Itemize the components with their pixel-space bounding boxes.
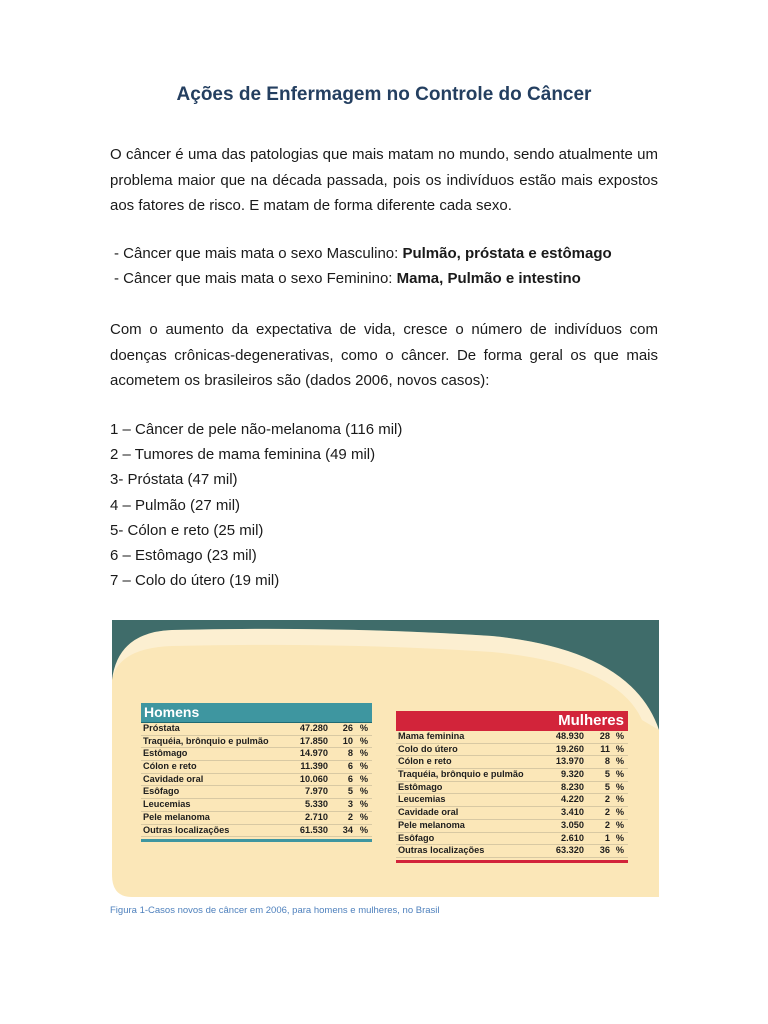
cases-cell: 3.410 [561,807,584,818]
percent-cell: 3 [347,799,353,810]
context-paragraph: Com o aumento da expectativa de vida, cresce o número de indivíduos com doenças crônicas-degenerativas, como o câncer. De forma geral os que mais acometem os brasileiros são (dados 2006, novos casos): [110,321,658,389]
bullet-female-bold: Mama, Pulmão e intestino [396,270,581,287]
site-cell: Colo do útero [398,743,458,754]
unit-cell: % [359,811,368,822]
percent-cell: 8 [347,748,353,759]
men-table-rows [141,723,372,837]
percent-cell: 5 [604,781,610,792]
site-cell: Cavidade oral [143,773,204,784]
table-row [396,845,628,858]
unit-cell: % [615,807,624,818]
unit-cell: % [359,773,368,784]
table-row [396,807,628,820]
site-cell: Esôfago [398,832,435,843]
site-cell: Pele melanoma [398,819,465,830]
cases-cell: 2.610 [561,832,584,843]
unit-cell: % [615,845,624,856]
cancer-cases-figure [112,620,659,897]
women-table [396,711,628,863]
site-cell: Outras localizações [398,845,485,856]
unit-cell: % [359,748,368,759]
ranking-item: 3- Próstata (47 mil) [110,471,238,489]
table-row [396,731,628,744]
ranking-item: 4 – Pulmão (27 mil) [110,496,241,514]
percent-cell: 5 [604,769,610,780]
table-row [396,756,628,769]
site-cell: Leucemias [398,794,446,805]
site-cell: Cavidade oral [398,807,459,818]
site-cell: Cólon e reto [143,761,197,772]
percent-cell: 26 [342,723,353,733]
unit-cell: % [615,819,624,830]
site-cell: Leucemias [143,799,191,810]
women-table-rule [396,860,628,863]
intro-paragraph: O câncer é uma das patologias que mais matam no mundo, sendo atualmente um problema maior que na década passada, pois os indivíduos estão mais expostos aos fatores de risco. E matam de forma diferente cada sexo. [110,146,658,214]
cases-cell: 13.970 [555,756,584,767]
percent-cell: 2 [604,794,610,805]
table-row [141,799,372,812]
figure-caption: Figura 1-Casos novos de câncer em 2006, para homens e mulheres, no Brasil [110,905,440,916]
bullet-male-bold: Pulmão, próstata e estômago [402,245,612,262]
table-row [141,723,372,736]
table-row [141,786,372,799]
table-row [396,744,628,757]
cases-cell: 8.230 [561,781,584,792]
bullet-female [114,266,612,291]
unit-cell: % [615,731,624,741]
cases-cell: 17.850 [299,735,328,746]
percent-cell: 10 [342,735,353,746]
percent-cell: 6 [347,773,353,784]
site-cell: Cólon e reto [398,756,452,767]
women-table-heading: Mulheres [396,711,628,731]
table-row [141,774,372,787]
table-row [141,761,372,774]
unit-cell: % [615,769,624,780]
table-row [141,748,372,761]
table-row [396,782,628,795]
ranking-item: 1 – Câncer de pele não-melanoma (116 mil) [110,421,403,438]
table-row [396,769,628,782]
unit-cell: % [615,756,624,767]
cases-cell: 14.970 [299,748,328,759]
cases-cell: 61.530 [299,824,328,835]
site-cell: Pele melanoma [143,811,210,822]
percent-cell: 8 [604,756,610,767]
percent-cell: 11 [600,743,610,754]
site-cell: Traquéia, brônquio e pulmão [143,735,269,746]
cases-cell: 7.970 [305,786,328,797]
ranking-list [110,417,402,593]
bullet-female-text: - Câncer que mais mata o sexo Feminino: [114,270,397,287]
table-row [141,736,372,749]
cases-cell: 3.050 [561,819,584,830]
unit-cell: % [615,794,624,805]
unit-cell: % [615,743,624,754]
ranking-item: 5- Cólon e reto (25 mil) [110,521,264,539]
mortality-bullets [114,241,612,291]
site-cell: Esôfago [143,786,180,797]
percent-cell: 2 [604,819,610,830]
men-table-rule [141,839,372,842]
unit-cell: % [359,761,368,772]
site-cell: Próstata [143,723,180,733]
unit-cell: % [615,781,624,792]
unit-cell: % [359,735,368,746]
men-table-heading: Homens [141,703,372,723]
cases-cell: 19.260 [555,743,584,754]
percent-cell: 2 [347,811,353,822]
cases-cell: 63.320 [555,845,584,856]
percent-cell: 5 [347,786,353,797]
percent-cell: 1 [604,832,610,843]
percent-cell: 6 [347,761,353,772]
men-table [141,703,372,842]
ranking-item: 6 – Estômago (23 mil) [110,547,257,565]
site-cell: Outras localizações [143,824,230,835]
page-title: Ações de Enfermagem no Controle do Câncer [176,84,592,105]
cases-cell: 10.060 [299,773,328,784]
table-row [141,825,372,838]
ranking-item: 2 – Tumores de mama feminina (49 mil) [110,446,376,464]
cases-cell: 9.320 [561,769,584,780]
percent-cell: 34 [342,824,353,835]
cases-cell: 48.930 [555,731,584,741]
site-cell: Traquéia, brônquio e pulmão [398,769,524,780]
percent-cell: 36 [599,845,610,856]
ranking-item: 7 – Colo do útero (19 mil) [110,572,280,590]
unit-cell: % [359,799,368,810]
cases-cell: 47.280 [299,723,328,733]
cases-cell: 11.390 [300,761,328,772]
table-row [396,820,628,833]
cases-cell: 4.220 [561,794,584,805]
unit-cell: % [615,832,624,843]
unit-cell: % [359,786,368,797]
women-table-rows [396,731,628,858]
table-row [396,833,628,846]
bullet-male-text: - Câncer que mais mata o sexo Masculino: [114,245,403,262]
site-cell: Mama feminina [398,731,465,741]
cases-cell: 2.710 [305,811,328,822]
site-cell: Estômago [398,781,443,792]
site-cell: Estômago [143,748,188,759]
table-row [396,794,628,807]
percent-cell: 28 [599,731,610,741]
unit-cell: % [359,824,368,835]
cases-cell: 5.330 [305,799,328,810]
percent-cell: 2 [604,807,610,818]
bullet-male [114,241,612,266]
unit-cell: % [359,723,368,733]
table-row [141,812,372,825]
